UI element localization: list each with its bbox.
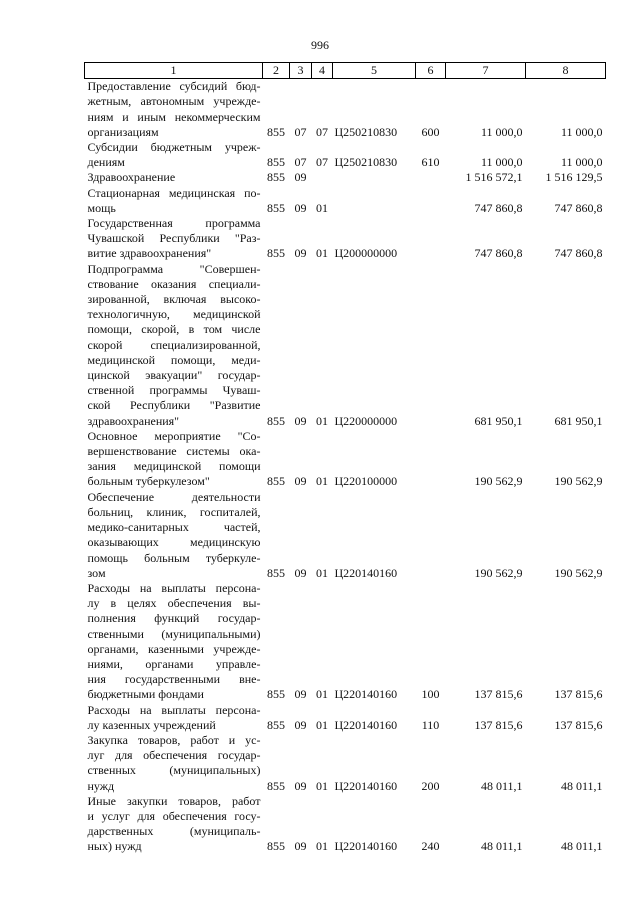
cell-description [85,140,263,170]
table-row [85,733,606,794]
cell-target-article: Ц250210830 [334,155,398,170]
description-line: органами, казенными учрежде- [87,641,261,656]
description-line: и услуг для обеспечения госу- [87,808,261,823]
cell-section-code: 09 [294,717,307,732]
description-line: ниями, органами управле- [87,656,261,671]
description-line: оказывающих медицинскую [87,535,261,550]
cell-section-code: 09 [294,687,307,702]
cell-amount-year-2: 190 562,9 [554,474,603,489]
cell-expense-type [416,262,446,429]
cell-amount-year-1: 11 000,0 [480,124,523,139]
cell-ministry-code: 855 [267,246,285,261]
cell-target-article: Ц220140160 [334,778,398,793]
description-line: Государственная программа [87,216,261,231]
description-line: мощь [87,200,116,215]
page-number: 996 [311,38,329,52]
column-header: 2 [263,63,290,79]
cell-target-article: Ц220000000 [334,413,398,428]
cell-description [85,794,263,855]
cell-amount-year-1: 48 011,1 [480,839,523,854]
description-line: Иные закупки товаров, работ [87,793,261,808]
column-header: 1 [85,63,263,79]
cell-subsection-code: 01 [316,246,328,261]
cell-section-code: 09 [294,565,307,580]
cell-subsection-code: 01 [316,200,328,215]
description-line: зированной, включая высоко- [87,292,261,307]
description-line: Основное мероприятие "Со- [87,428,261,443]
description-line: Обеспечение деятельности [87,489,261,504]
cell-expense-type: 610 [421,155,440,170]
cell-amount-year-1: 11 000,0 [480,155,523,170]
cell-amount-year-2: 137 815,6 [554,717,603,732]
cell-subsection-code [312,170,333,185]
cell-section-code: 09 [294,246,307,261]
cell-section-code: 07 [294,124,307,139]
cell-description [85,216,263,262]
description-line: бюджетными фондами [87,687,204,702]
cell-ministry-code: 855 [267,200,285,215]
description-line: дарственных (муниципаль- [87,824,261,839]
description-line: Чувашской Республики "Раз- [87,231,261,246]
cell-amount-year-2: 747 860,8 [554,200,603,215]
table-row [85,170,606,185]
table-row [85,490,606,581]
cell-expense-type: 100 [421,687,440,702]
cell-description [85,262,263,429]
cell-description [85,79,263,140]
cell-subsection-code: 01 [316,413,328,428]
cell-ministry-code: 855 [267,474,285,489]
table-header-row [85,63,606,79]
table-row [85,140,606,170]
description-line: ствование оказания специали- [87,276,261,291]
cell-ministry-code: 855 [267,778,285,793]
cell-description [85,733,263,794]
cell-ministry-code: 855 [267,687,285,702]
cell-description [85,490,263,581]
cell-ministry-code: 855 [267,155,285,170]
cell-target-article: Ц220140160 [334,717,398,732]
cell-expense-type: 110 [421,717,440,732]
cell-section-code: 07 [294,155,307,170]
cell-target-article: Ц220140160 [334,687,398,702]
cell-amount-year-2: 11 000,0 [560,155,603,170]
cell-description [85,581,263,703]
description-line: ской Республики "Развитие [87,398,261,413]
description-line: полнения функций государ- [87,611,261,626]
description-line: Закупка товаров, работ и ус- [87,732,261,747]
cell-amount-year-1: 137 815,6 [474,717,523,732]
column-header: 6 [416,63,446,79]
cell-amount-year-2: 48 011,1 [560,839,603,854]
cell-amount-year-2: 747 860,8 [554,246,603,261]
table-row [85,186,606,216]
cell-amount-year-1: 190 562,9 [474,474,523,489]
cell-section-code: 09 [294,413,307,428]
description-line: Расходы на выплаты персона- [87,580,261,595]
cell-expense-type [416,490,446,581]
description-line: ственными (муниципальными) [87,626,261,641]
cell-description [85,170,263,185]
cell-target-article: Ц250210830 [334,124,398,139]
cell-target-article: Ц220140160 [334,839,398,854]
cell-amount-year-1: 681 950,1 [474,413,523,428]
cell-amount-year-2: 11 000,0 [560,124,603,139]
description-line: медицинской помощи, меди- [87,352,261,367]
table-row [85,794,606,855]
cell-ministry-code: 855 [267,565,285,580]
cell-subsection-code: 01 [316,717,328,732]
cell-expense-type [416,429,446,490]
description-line: Предоставление субсидий бюд- [87,79,261,94]
description-line: луг для обеспечения государ- [87,748,261,763]
description-line: нужд [87,778,115,793]
description-line: помощь больным туберкуле- [87,550,261,565]
description-line: Расходы на выплаты персона- [87,702,261,717]
cell-section-code: 09 [294,200,307,215]
cell-description [85,429,263,490]
cell-amount-year-2: 1 516 129,5 [545,170,603,185]
description-line: витие здравоохранения" [87,246,212,261]
cell-subsection-code: 01 [316,687,328,702]
cell-amount-year-2: 137 815,6 [554,687,603,702]
column-header: 4 [312,63,333,79]
description-line: зания медицинской помощи [87,459,261,474]
table-row [85,703,606,733]
column-header: 3 [290,63,312,79]
description-line: медико-санитарных частей, [87,520,261,535]
description-line: ния государственными вне- [87,672,261,687]
cell-ministry-code: 855 [267,717,285,732]
cell-subsection-code: 07 [316,124,328,139]
cell-section-code: 09 [294,839,307,854]
table-row [85,79,606,140]
cell-target-article [333,186,416,216]
description-line: вершенствование системы ока- [87,444,261,459]
cell-amount-year-1: 747 860,8 [474,246,523,261]
description-line: здравоохранения" [87,413,180,428]
cell-expense-type [416,186,446,216]
cell-subsection-code: 01 [316,778,328,793]
description-line: Стационарная медицинская по- [87,185,261,200]
table-row [85,216,606,262]
description-line: лу казенных учреждений [87,717,216,732]
cell-description [85,703,263,733]
description-line: технологичную, медицинской [87,307,261,322]
description-line: помощи, скорой, в том числе [87,322,261,337]
description-line: Субсидии бюджетным учреж- [87,140,261,155]
cell-amount-year-2: 190 562,9 [554,565,603,580]
column-header: 8 [526,63,606,79]
cell-subsection-code: 01 [316,839,328,854]
cell-expense-type: 240 [421,839,440,854]
cell-target-article: Ц220140160 [334,565,398,580]
column-header: 7 [446,63,526,79]
description-line: дениям [87,155,125,170]
cell-section-code: 09 [294,474,307,489]
cell-expense-type: 600 [421,124,440,139]
cell-amount-year-2: 48 011,1 [560,778,603,793]
cell-description [85,186,263,216]
cell-amount-year-1: 190 562,9 [474,565,523,580]
cell-section-code: 09 [294,170,307,185]
cell-amount-year-1: 137 815,6 [474,687,523,702]
cell-expense-type [416,170,446,185]
table-row [85,429,606,490]
description-line: ственной программы Чуваш- [87,383,261,398]
description-line: больным туберкулезом" [87,474,210,489]
cell-subsection-code: 07 [316,155,328,170]
cell-amount-year-1: 747 860,8 [474,200,523,215]
table-row [85,262,606,429]
cell-target-article: Ц200000000 [334,246,398,261]
cell-subsection-code: 01 [316,474,328,489]
description-line: ственных (муниципальных) [87,763,261,778]
description-line: лу в целях обеспечения вы- [87,596,261,611]
cell-target-article [333,170,416,185]
cell-subsection-code: 01 [316,565,328,580]
table-row [85,581,606,703]
cell-ministry-code: 855 [267,124,285,139]
description-line: ниям и иным некоммерческим [87,109,261,124]
description-line: Здравоохранение [87,170,176,185]
cell-ministry-code: 855 [267,413,285,428]
cell-section-code: 09 [294,778,307,793]
cell-ministry-code: 855 [267,170,285,185]
cell-expense-type: 200 [421,778,440,793]
description-line: цинской эвакуации" государ- [87,368,261,383]
description-line: скорой специализированной, [87,337,261,352]
cell-amount-year-1: 48 011,1 [480,778,523,793]
cell-expense-type [416,216,446,262]
column-header: 5 [333,63,416,79]
description-line: ных) нужд [87,839,142,854]
cell-amount-year-1: 1 516 572,1 [465,170,523,185]
budget-table [84,62,606,855]
description-line: организациям [87,124,159,139]
description-line: Подпрограмма "Совершен- [87,261,261,276]
cell-ministry-code: 855 [267,839,285,854]
cell-amount-year-2: 681 950,1 [554,413,603,428]
cell-target-article: Ц220100000 [334,474,398,489]
description-line: жетным, автономным учрежде- [87,94,261,109]
description-line: больниц, клиник, госпиталей, [87,504,261,519]
description-line: зом [87,565,106,580]
